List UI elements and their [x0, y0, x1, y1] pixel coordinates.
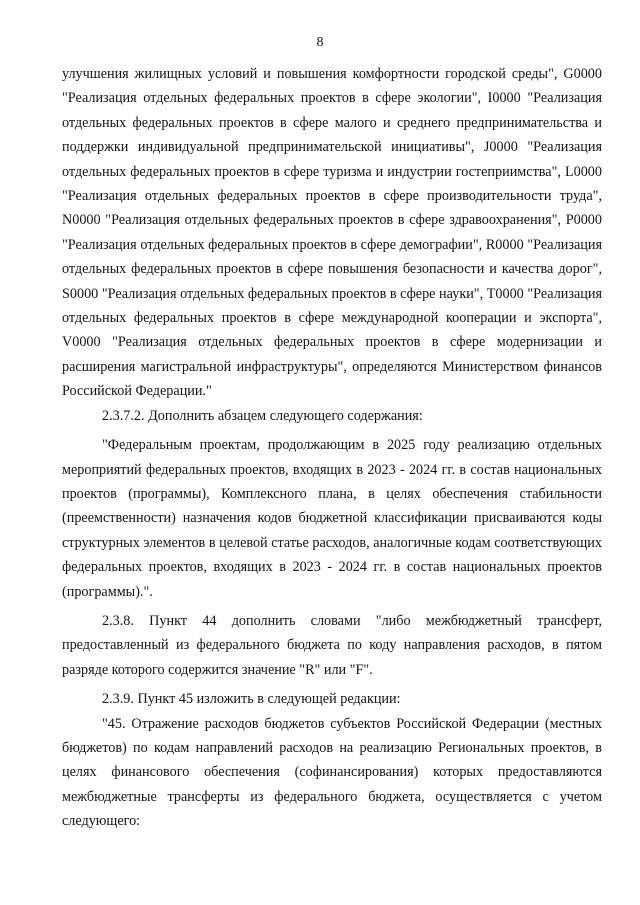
- paragraph-continuation-federal-projects: улучшения жилищных условий и повышения комфортности городской среды", G0000 "Реализация отдельных федеральных проектов в сфере экологии", I0000 "Реализация отдельных федеральных проектов в сфере малого и среднего предпринимательства и поддержки индивидуальной предпринимательской инициативы", J0000 "Реализация отдельных федеральных проектов в сфере туризма и индустрии гостеприимства", L0000 "Реализация отдельных федеральных проектов в сфере производительности труда", N0000 "Реализация отдельных федеральных проектов в сфере здравоохранения", P0000 "Реализация отдельных федеральных проектов в сфере демографии", R0000 "Реализация отдельных федеральных проектов в сфере повышения безопасности и качества дорог", S0000 "Реализация отдельных федеральных проектов в сфере науки", T0000 "Реализация отдельных федеральных проектов в сфере международной кооперации и экспорта", V0000 "Реализация отдельных федеральных проектов в сфере модернизации и расширения магистральной инфраструктуры", определяются Министерством финансов Российской Федерации.": [62, 66, 602, 400]
- paragraph-2-3-9-heading: 2.3.9. Пункт 45 изложить в следующей редакции:: [102, 691, 401, 708]
- page-number: 8: [316, 35, 324, 50]
- paragraph-2-3-8: 2.3.8. Пункт 44 дополнить словами "либо межбюджетный трансферт, предоставленный из федерального бюджета по коду направления расходов, в пятом разряде которого содержится значение "R" или "F".: [62, 612, 602, 678]
- document-body: [62, 62, 602, 834]
- paragraph-45-content: "45. Отражение расходов бюджетов субъектов Российской Федерации (местных бюджетов) по кодам направлений расходов на реализацию Региональных проектов, в целях финансового обеспечения (софинансирования) которых предоставляются межбюджетные трансферты из федерального бюджета, осуществляется с учетом следующего:: [62, 715, 602, 830]
- paragraph-2-3-7-2-heading: 2.3.7.2. Дополнить абзацем следующего содержания:: [102, 407, 423, 424]
- paragraph-2-3-7-2-content: "Федеральным проектам, продолжающим в 2025 году реализацию отдельных мероприятий федеральных проектов, входящих в 2023 - 2024 гг. в состав национальных проектов (программы), Комплексного плана, в целях обеспечения стабильности (преемственности) назначения кодов бюджетной классификации присваиваются коды структурных элементов в целевой статье расходов, аналогичные кодам соответствующих федеральных проектов, входящих в 2023 - 2024 гг. в состав национальных проектов (программы).".: [62, 437, 602, 600]
